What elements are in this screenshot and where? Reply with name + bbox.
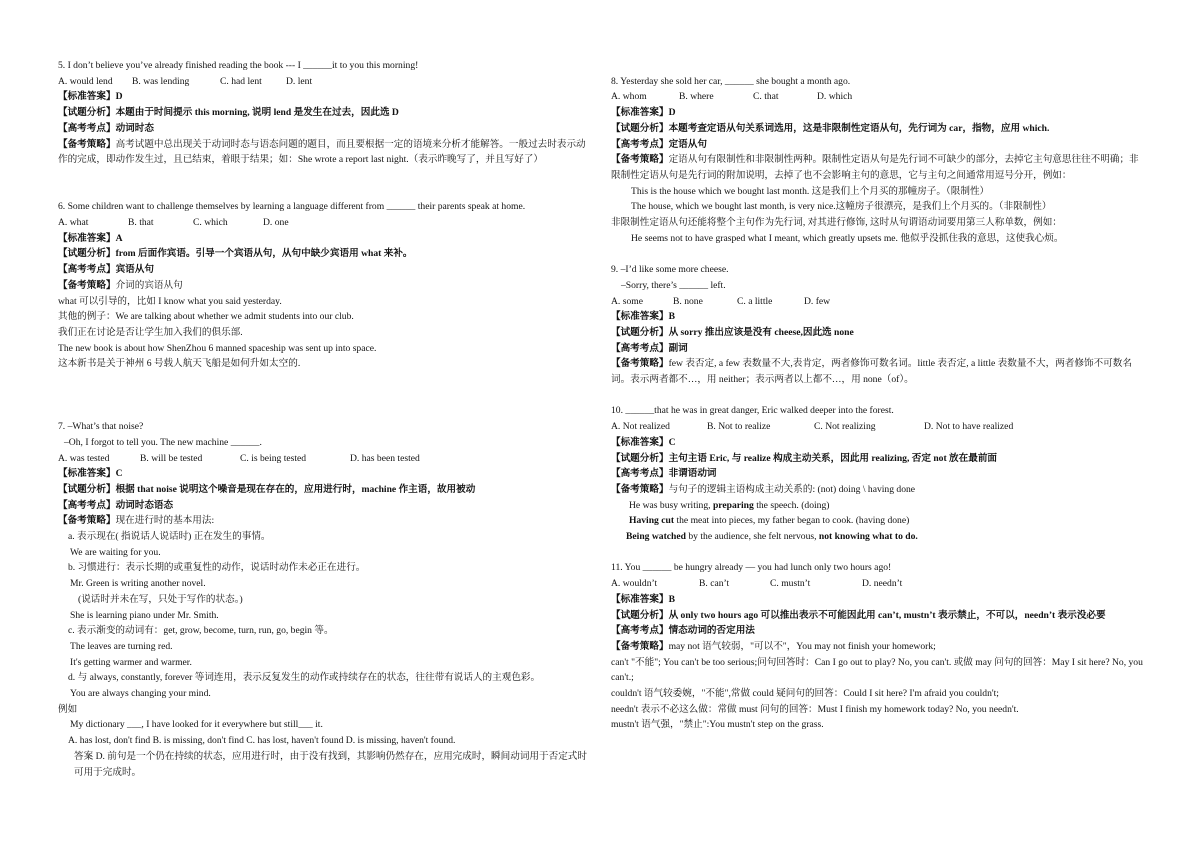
- answer-options: [611, 294, 1145, 310]
- example-line: This is the house which we bought last month. 这是我们上个月买的那幢房子。（限制性）: [631, 185, 990, 197]
- question-stem: 10. ______that he was in great danger, Eric walked deeper into the forest.: [611, 405, 894, 417]
- answer-label: 【标准答案】: [611, 107, 669, 119]
- option-c: C. is being tested: [240, 452, 307, 464]
- usage-line: a. 表示现在( 指说话人说话时) 正在发生的事情。: [68, 531, 271, 543]
- example-answer: 答案 D. 前句是一个仍在持续的状态，应用进行时，由于没有找到，其影响仍然存在，应用完成时，瞬间动词用于否定式时可用于完成时。: [74, 750, 587, 778]
- option-c: C. which: [193, 217, 228, 228]
- example-line: The leaves are turning red.: [70, 640, 173, 652]
- example-emphasis: Being watched: [626, 531, 686, 543]
- answer-label: 【标准答案】: [611, 311, 669, 323]
- option-d: D. which: [817, 91, 853, 103]
- option-c: C. mustn’t: [770, 578, 811, 590]
- answer-options: [58, 451, 592, 467]
- example-text: by the audience, she felt nervous,: [685, 531, 819, 543]
- option-b: B. none: [673, 295, 703, 307]
- question-stem: 11. You ______ be hungry already — you had lunch only two hours ago!: [611, 562, 892, 574]
- note-line: (说话时并未在写，只处于写作的状态。): [78, 593, 243, 605]
- example-emphasis: not knowing what to do.: [818, 531, 918, 543]
- example-line: She is learning piano under Mr. Smith.: [70, 609, 219, 621]
- answer-options: [58, 215, 592, 231]
- answer-value: A: [115, 232, 123, 244]
- option-b: B. can’t: [699, 578, 730, 590]
- usage-line: couldn't 语气较委婉，"不能",常做 could 疑问句的回答：Could I sit here? I'm afraid you couldn't;: [611, 688, 999, 700]
- example-line: We are waiting for you.: [70, 546, 161, 558]
- point-text: 宾语从句: [115, 264, 154, 276]
- example-text: the speech. (doing): [753, 499, 830, 511]
- question-stem-line-2: –Oh, I forgot to tell you. The new machine ______.: [64, 436, 262, 448]
- example-line: He seems not to have grasped what I meant, which greatly upsets me. 他似乎没抓住我的意思，这使我心烦。: [631, 232, 1064, 244]
- analysis-label: 【试题分析】: [58, 107, 116, 119]
- option-c: C. Not realizing: [814, 421, 876, 433]
- option-a: A. whom: [611, 91, 647, 103]
- analysis-text: 根据 that noise 说明这个噪音是现在存在的，应用进行时，machine 作主语，故用被动: [115, 483, 476, 495]
- analysis-label: 【试题分析】: [611, 609, 669, 621]
- example-line: It's getting warmer and warmer.: [70, 656, 192, 668]
- example-line: 其他的例子：We are talking about whether we admit students into our club.: [58, 311, 354, 323]
- answer-value: C: [115, 468, 123, 480]
- left-column: [58, 58, 592, 780]
- answer-value: B: [668, 593, 675, 605]
- example-line: [611, 513, 1145, 529]
- example-options: A. has lost, don't find B. is missing, don't find C. has lost, haven't found D. is missing, haven't found.: [68, 735, 456, 747]
- answer-options: [58, 74, 592, 90]
- answer-label: 【标准答案】: [611, 436, 669, 448]
- point-label: 【高考考点】: [58, 499, 116, 511]
- point-label: 【高考考点】: [611, 625, 669, 637]
- option-c: C. that: [753, 91, 779, 103]
- strategy-text: 现在进行时的基本用法:: [115, 515, 215, 527]
- option-d: D. Not to have realized: [924, 421, 1014, 433]
- strategy-text: few 表否定, a few 表数量不大,表肯定，两者修饰可数名词。little 表否定, a little 表数量不大，两者修饰不可数名词。表示两者都不…，用 neither；表示两者以上都不…，用 none（of）。: [611, 358, 1132, 386]
- example-line: [611, 498, 1145, 514]
- usage-line: b. 习惯进行：表示长期的或重复性的动作，说话时动作未必正在进行。: [68, 562, 366, 574]
- option-a: A. some: [611, 295, 643, 307]
- usage-line: c. 表示渐变的动词有：get, grow, become, turn, run, go, begin 等。: [68, 625, 334, 637]
- option-c: C. had lent: [220, 75, 262, 87]
- point-label: 【高考考点】: [611, 342, 669, 354]
- strategy-label: 【备考策略】: [58, 515, 116, 527]
- question-stem: 5. I don’t believe you’ve already finished reading the book --- I ______it to you this morning!: [58, 60, 419, 71]
- answer-label: 【标准答案】: [58, 468, 116, 480]
- option-a: A. would lend: [58, 75, 113, 87]
- example-line: 这本新书是关于神州 6 号载人航天飞船是如何升如太空的.: [58, 358, 301, 370]
- point-text: 动词时态语态: [115, 499, 174, 511]
- point-text: 非谓语动词: [668, 468, 717, 480]
- point-label: 【高考考点】: [58, 122, 116, 134]
- strategy-label: 【备考策略】: [611, 358, 669, 370]
- question-6: [58, 199, 592, 372]
- example-line: Mr. Green is writing another novel.: [70, 578, 206, 590]
- option-b: B. that: [128, 217, 154, 228]
- question-stem: 8. Yesterday she sold her car, ______ she bought a month ago.: [611, 75, 851, 87]
- analysis-label: 【试题分析】: [611, 326, 669, 338]
- question-stem: 7. –What’s that noise?: [58, 421, 144, 433]
- question-stem: 9. –I’d like some more cheese.: [611, 264, 729, 276]
- usage-line: needn't 表示不必这么做：常做 must 问句的回答：Must I finish my homework today? No, you needn't.: [611, 703, 1019, 715]
- question-9: [611, 262, 1145, 388]
- answer-label: 【标准答案】: [58, 91, 116, 103]
- strategy-text: 定语从句有限制性和非限制性两种。限制性定语从句是先行词不可缺少的部分，去掉它主句意思往往不明确；非限制性定语从句是先行词的附加说明，去掉了也不会影响主句的意思，它与主句之间通常用逗号分开，例如：: [611, 154, 1139, 181]
- option-d: D. few: [804, 295, 831, 307]
- usage-line: can't "不能"; You can't be too serious;问句回答时：Can I go out to play? No, you can't. 或做 may 问句的回答：May I sit here? No, you can't.;: [611, 656, 1143, 684]
- usage-line: d. 与 always, constantly, forever 等词连用，表示反复发生的动作或持续存在的状态，往往带有说话人的主观色彩。: [68, 672, 541, 684]
- analysis-text: 从 sorry 推出应该是没有 cheese,因此选 none: [668, 326, 854, 338]
- point-text: 动词时态: [115, 122, 154, 134]
- question-5: [58, 58, 592, 168]
- answer-label: 【标准答案】: [611, 593, 669, 605]
- example-text: He was busy writing,: [629, 499, 713, 511]
- point-label: 【高考考点】: [611, 468, 669, 480]
- analysis-text: 本题考查定语从句关系词选用，这是非限制性定语从句，先行词为 car，指物，应用 which.: [668, 122, 1050, 134]
- option-a: A. wouldn’t: [611, 578, 658, 590]
- strategy-text: may not 语气较弱，"可以不"，You may not finish your homework;: [668, 640, 936, 652]
- right-column: [611, 58, 1145, 733]
- option-a: A. Not realized: [611, 421, 670, 433]
- example-question: My dictionary ___, I have looked for it everywhere but still___ it.: [70, 719, 323, 731]
- answer-value: D: [668, 107, 676, 119]
- point-text: 定语从句: [668, 138, 707, 150]
- answer-options: [611, 89, 1145, 105]
- strategy-text: 高考试题中总出现关于动词时态与语态问题的题目，而且要根据一定的语境来分析才能解答。一般过去时表示动作的完成，即动作发生过，且已结束，着眼于结果；如：She wrote a report last night.（表示昨晚写了，并且写好了）: [58, 138, 586, 166]
- example-heading: 例如: [58, 703, 78, 715]
- analysis-label: 【试题分析】: [58, 248, 116, 260]
- strategy-text: 介词的宾语从句: [115, 279, 183, 291]
- example-line: The new book is about how ShenZhou 6 manned spaceship was sent up into space.: [58, 342, 377, 354]
- option-b: B. was lending: [132, 75, 190, 87]
- strategy-text: 与句子的逻辑主语构成主动关系的: (not) doing \ having done: [668, 483, 916, 495]
- question-10: [611, 403, 1145, 544]
- point-label: 【高考考点】: [58, 264, 116, 276]
- note-line: 非限制性定语从句还能将整个主句作为先行词, 对其进行修饰, 这时从句谓语动词要用第三人称单数，例如：: [611, 217, 1062, 229]
- analysis-text: 从 only two hours ago 可以推出表示不可能因此用 can’t, mustn’t 表示禁止，不可以，needn’t 表示没必要: [668, 609, 1106, 621]
- option-b: B. Not to realize: [707, 421, 771, 433]
- option-d: D. lent: [286, 75, 313, 87]
- example-line: You are always changing your mind.: [70, 688, 211, 700]
- analysis-label: 【试题分析】: [611, 122, 669, 134]
- usage-line: mustn't 语气强，"禁止":You mustn't step on the grass.: [611, 719, 824, 731]
- question-stem: 6. Some children want to challenge themselves by learning a language different from ______ their parents speak at home.: [58, 201, 526, 213]
- example-line: The house, which we bought last month, is very nice.这幢房子很漂亮，是我们上个月买的。（非限制性）: [631, 201, 1052, 213]
- answer-value: B: [668, 311, 675, 323]
- option-d: D. has been tested: [350, 452, 420, 464]
- point-text: 情态动词的否定用法: [668, 625, 755, 637]
- example-emphasis: preparing: [712, 499, 754, 511]
- strategy-label: 【备考策略】: [611, 483, 669, 495]
- option-c: C. a little: [737, 295, 773, 307]
- analysis-text: from 后面作宾语。引导一个宾语从句，从句中缺少宾语用 what 来补。: [115, 248, 413, 260]
- strategy-label: 【备考策略】: [58, 279, 116, 291]
- analysis-text: 主句主语 Eric, 与 realize 构成主动关系，因此用 realizing, 否定 not 放在最前面: [668, 452, 998, 464]
- answer-label: 【标准答案】: [58, 232, 116, 244]
- question-11: [611, 560, 1145, 733]
- analysis-label: 【试题分析】: [611, 452, 669, 464]
- answer-options: [611, 419, 1145, 435]
- answer-options: [611, 576, 1145, 592]
- option-b: B. will be tested: [140, 452, 203, 464]
- point-label: 【高考考点】: [611, 138, 669, 150]
- example-line: 我们正在讨论是否让学生加入我们的俱乐部.: [58, 326, 243, 338]
- point-text: 副词: [668, 342, 688, 354]
- option-a: A. what: [58, 217, 89, 228]
- option-b: B. where: [679, 91, 714, 103]
- answer-value: C: [668, 436, 676, 448]
- strategy-label: 【备考策略】: [611, 640, 669, 652]
- answer-value: D: [115, 91, 123, 103]
- analysis-label: 【试题分析】: [58, 483, 116, 495]
- option-a: A. was tested: [58, 452, 110, 464]
- analysis-text: 本题由于时间提示 this morning, 说明 lend 是发生在过去，因此选 D: [115, 107, 399, 119]
- question-stem-line-2: –Sorry, there’s ______ left.: [621, 279, 726, 291]
- example-text: the meat into pieces, my father began to cook. (having done): [674, 515, 910, 527]
- question-7: [58, 419, 592, 780]
- option-d: D. needn’t: [862, 578, 903, 590]
- option-d: D. one: [263, 217, 289, 228]
- example-line: [611, 529, 1145, 545]
- example-emphasis: Having cut: [629, 515, 675, 527]
- question-8: [611, 74, 1145, 247]
- strategy-label: 【备考策略】: [58, 138, 116, 150]
- strategy-label: 【备考策略】: [611, 154, 669, 166]
- example-line: what 可以引导的，比如 I know what you said yesterday.: [58, 295, 282, 307]
